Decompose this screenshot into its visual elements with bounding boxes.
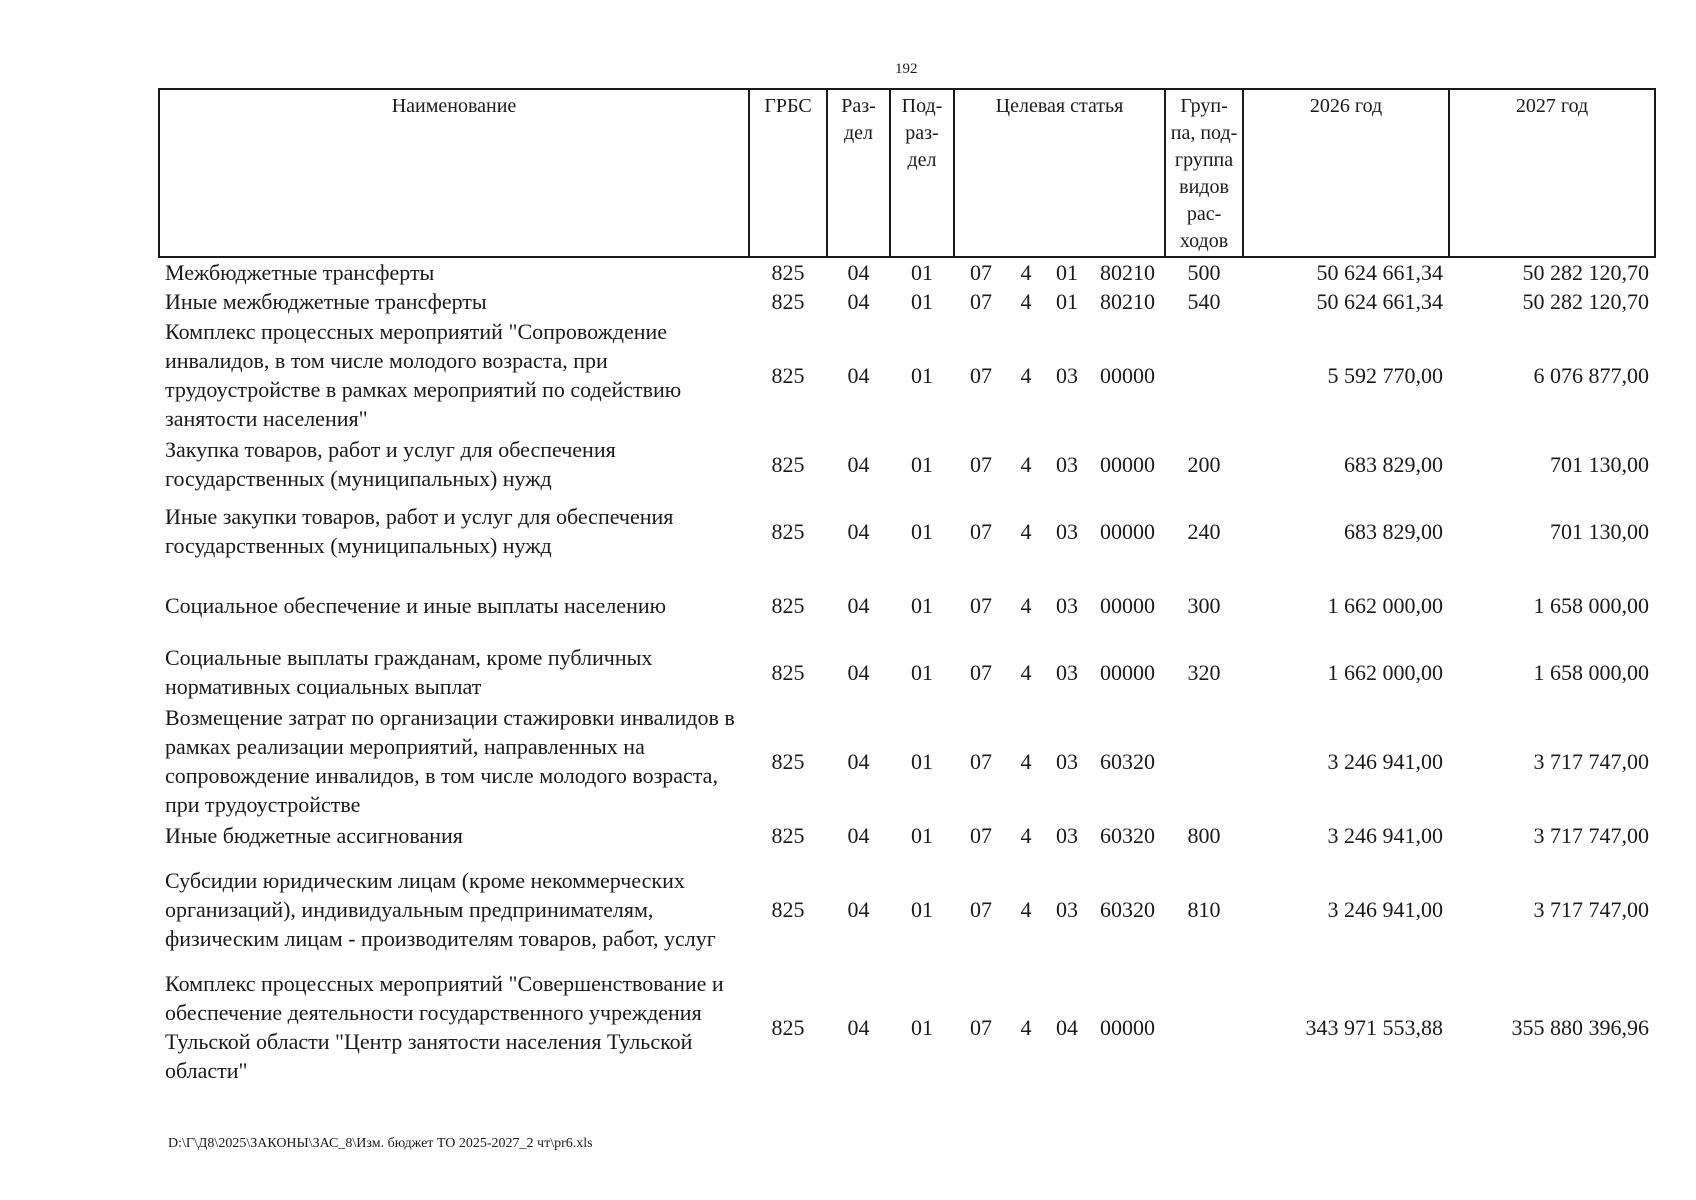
row-target-1: 07 xyxy=(970,748,992,774)
row-expense-group: 800 xyxy=(1187,822,1221,848)
row-target-4: 00000 xyxy=(1100,1014,1156,1040)
row-target-1: 07 xyxy=(970,1014,992,1040)
row-podrazdel: 01 xyxy=(911,518,933,544)
row-name: Комплекс процессных мероприятий "Сопровождение инвалидов, в том числе молодого возраста, при трудоустройстве в рамках мероприятий по содействию занятости населения" xyxy=(165,319,682,431)
row-amount-2027: 50 282 120,70 xyxy=(1522,289,1650,314)
row-name: Иные закупки товаров, работ и услуг для обеспечения государственных (муниципальных) нужд xyxy=(165,504,674,558)
row-target-2: 4 xyxy=(1020,362,1032,388)
row-target-1: 07 xyxy=(970,592,992,618)
row-amount-2026: 50 624 661,34 xyxy=(1316,260,1444,285)
row-target-2: 4 xyxy=(1020,451,1032,477)
row-target-4: 60320 xyxy=(1100,748,1156,774)
row-target-2: 4 xyxy=(1020,518,1032,544)
row-podrazdel: 01 xyxy=(911,896,933,922)
footer-file-path: D:\Г\Д8\2025\ЗАКОНЫ\ЗАС_8\Изм. бюджет ТО 2025-2027_2 чт\pr6.xls xyxy=(168,1136,593,1151)
row-target-1: 07 xyxy=(970,362,992,388)
row-target-3: 01 xyxy=(1056,289,1078,314)
row-expense-group: 810 xyxy=(1187,896,1221,922)
row-amount-2027: 3 717 747,00 xyxy=(1533,896,1650,922)
row-grbs: 825 xyxy=(771,896,805,922)
row-amount-2027: 1 658 000,00 xyxy=(1533,659,1650,685)
row-name: Социальные выплаты гражданам, кроме публичных нормативных социальных выплат xyxy=(165,645,653,699)
header-year-2026: 2026 год xyxy=(1243,89,1449,257)
row-target-3: 03 xyxy=(1056,748,1078,774)
row-podrazdel: 01 xyxy=(911,362,933,388)
row-grbs: 825 xyxy=(771,822,805,848)
row-target-2: 4 xyxy=(1020,659,1032,685)
table-row xyxy=(159,316,1655,434)
row-razdel: 04 xyxy=(847,822,870,848)
row-grbs: 825 xyxy=(771,1014,805,1040)
row-expense-group: 300 xyxy=(1187,592,1221,618)
row-target-4: 60320 xyxy=(1100,822,1156,848)
row-target-1: 07 xyxy=(970,518,992,544)
table-row xyxy=(159,287,1655,316)
row-target-2: 4 xyxy=(1020,592,1032,618)
budget-table xyxy=(158,88,1656,1086)
row-name: Иные межбюджетные трансферты xyxy=(165,289,487,314)
row-grbs: 825 xyxy=(771,659,805,685)
table-row xyxy=(159,568,1655,642)
row-target-2: 4 xyxy=(1020,822,1032,848)
row-name: Иные бюджетные ассигнования xyxy=(165,822,463,848)
row-grbs: 825 xyxy=(771,362,805,388)
row-expense-group: 540 xyxy=(1187,289,1221,314)
row-podrazdel: 01 xyxy=(911,592,933,618)
row-target-3: 03 xyxy=(1056,451,1078,477)
row-expense-group xyxy=(1165,316,1243,434)
row-grbs: 825 xyxy=(771,518,805,544)
row-target-3: 03 xyxy=(1056,659,1078,685)
row-target-1: 07 xyxy=(970,289,992,314)
row-target-4: 60320 xyxy=(1100,896,1156,922)
row-amount-2026: 3 246 941,00 xyxy=(1327,896,1444,922)
page-number: 192 xyxy=(895,61,918,77)
row-razdel: 04 xyxy=(847,260,870,285)
row-grbs: 825 xyxy=(771,289,805,314)
row-target-3: 03 xyxy=(1056,518,1078,544)
row-amount-2026: 683 829,00 xyxy=(1344,518,1444,544)
header-name: Наименование xyxy=(159,89,749,257)
row-amount-2027: 6 076 877,00 xyxy=(1533,362,1650,388)
row-target-3: 03 xyxy=(1056,362,1078,388)
row-amount-2027: 355 880 396,96 xyxy=(1511,1014,1650,1040)
table-row xyxy=(159,820,1655,850)
row-target-2: 4 xyxy=(1020,748,1032,774)
row-podrazdel: 01 xyxy=(911,451,933,477)
table-body xyxy=(159,257,1655,1086)
header-expense-group: Груп- па, под- группа видов рас- ходов xyxy=(1165,89,1243,257)
table-row xyxy=(159,968,1655,1086)
row-amount-2027: 3 717 747,00 xyxy=(1533,822,1650,848)
table-row xyxy=(159,257,1655,287)
row-razdel: 04 xyxy=(847,518,870,544)
row-target-3: 03 xyxy=(1056,592,1078,618)
row-expense-group: 200 xyxy=(1187,451,1221,477)
row-target-1: 07 xyxy=(970,822,992,848)
row-target-4: 00000 xyxy=(1100,659,1156,685)
row-razdel: 04 xyxy=(847,1014,870,1040)
header-year-2027: 2027 год xyxy=(1449,89,1655,257)
row-amount-2026: 3 246 941,00 xyxy=(1327,822,1444,848)
row-target-2: 4 xyxy=(1020,289,1032,314)
row-expense-group: 320 xyxy=(1187,659,1221,685)
header-target-article: Целевая статья xyxy=(954,89,1165,257)
row-target-3: 03 xyxy=(1056,896,1078,922)
row-target-3: 04 xyxy=(1056,1014,1078,1040)
row-amount-2026: 5 592 770,00 xyxy=(1327,362,1444,388)
row-amount-2026: 1 662 000,00 xyxy=(1327,659,1444,685)
row-target-4: 80210 xyxy=(1100,260,1156,285)
row-razdel: 04 xyxy=(847,896,870,922)
row-name: Комплекс процессных мероприятий "Совершенствование и обеспечение деятельности государственного учреждения Тульской области "Центр занятости населения Тульской области" xyxy=(165,971,724,1083)
row-amount-2026: 3 246 941,00 xyxy=(1327,748,1444,774)
table-row xyxy=(159,850,1655,968)
row-name: Межбюджетные трансферты xyxy=(165,260,435,285)
row-target-4: 00000 xyxy=(1100,518,1156,544)
row-expense-group xyxy=(1165,702,1243,820)
row-podrazdel: 01 xyxy=(911,289,933,314)
row-razdel: 04 xyxy=(847,748,870,774)
header-grbs: ГРБС xyxy=(749,89,827,257)
row-razdel: 04 xyxy=(847,659,870,685)
row-target-3: 01 xyxy=(1056,260,1078,285)
table-row xyxy=(159,494,1655,568)
table-row xyxy=(159,642,1655,702)
row-target-1: 07 xyxy=(970,659,992,685)
row-grbs: 825 xyxy=(771,748,805,774)
row-name: Возмещение затрат по организации стажировки инвалидов в рамках реализации мероприятий, направленных на сопровождение инвалидов, в том числе молодого возраста, при трудоустройстве xyxy=(165,705,735,817)
row-razdel: 04 xyxy=(847,289,870,314)
row-amount-2027: 1 658 000,00 xyxy=(1533,592,1650,618)
row-target-4: 00000 xyxy=(1100,451,1156,477)
row-amount-2026: 343 971 553,88 xyxy=(1305,1014,1444,1040)
row-target-4: 00000 xyxy=(1100,362,1156,388)
row-target-1: 07 xyxy=(970,896,992,922)
row-amount-2026: 683 829,00 xyxy=(1344,451,1444,477)
row-target-2: 4 xyxy=(1020,260,1032,285)
row-podrazdel: 01 xyxy=(911,748,933,774)
row-amount-2027: 701 130,00 xyxy=(1550,518,1650,544)
row-expense-group: 500 xyxy=(1187,260,1221,285)
row-name: Закупка товаров, работ и услуг для обеспечения государственных (муниципальных) нужд xyxy=(165,437,616,491)
row-name: Социальное обеспечение и иные выплаты населению xyxy=(165,592,667,618)
row-amount-2026: 1 662 000,00 xyxy=(1327,592,1444,618)
row-grbs: 825 xyxy=(771,592,805,618)
row-podrazdel: 01 xyxy=(911,659,933,685)
row-target-4: 80210 xyxy=(1100,289,1156,314)
row-podrazdel: 01 xyxy=(911,1014,933,1040)
table-row xyxy=(159,702,1655,820)
row-expense-group xyxy=(1165,968,1243,1086)
row-podrazdel: 01 xyxy=(911,822,933,848)
row-razdel: 04 xyxy=(847,592,870,618)
header-podrazdel: Под- раз- дел xyxy=(890,89,954,257)
row-amount-2027: 3 717 747,00 xyxy=(1533,748,1650,774)
row-expense-group: 240 xyxy=(1187,518,1221,544)
row-grbs: 825 xyxy=(771,451,805,477)
row-target-1: 07 xyxy=(970,451,992,477)
row-razdel: 04 xyxy=(847,451,870,477)
table-header xyxy=(159,89,1655,257)
row-amount-2026: 50 624 661,34 xyxy=(1316,289,1444,314)
row-target-1: 07 xyxy=(970,260,992,285)
row-podrazdel: 01 xyxy=(911,260,933,285)
row-grbs: 825 xyxy=(771,260,805,285)
row-amount-2027: 50 282 120,70 xyxy=(1522,260,1650,285)
row-amount-2027: 701 130,00 xyxy=(1550,451,1650,477)
header-razdel: Раз- дел xyxy=(827,89,890,257)
row-target-3: 03 xyxy=(1056,822,1078,848)
row-target-2: 4 xyxy=(1020,1014,1032,1040)
row-razdel: 04 xyxy=(847,362,870,388)
row-target-4: 00000 xyxy=(1100,592,1156,618)
row-name: Субсидии юридическим лицам (кроме некоммерческих организаций), индивидуальным предпринимателям, физическим лицам - производителям товаров, работ, услуг xyxy=(165,867,716,951)
table-row xyxy=(159,434,1655,494)
row-target-2: 4 xyxy=(1020,896,1032,922)
